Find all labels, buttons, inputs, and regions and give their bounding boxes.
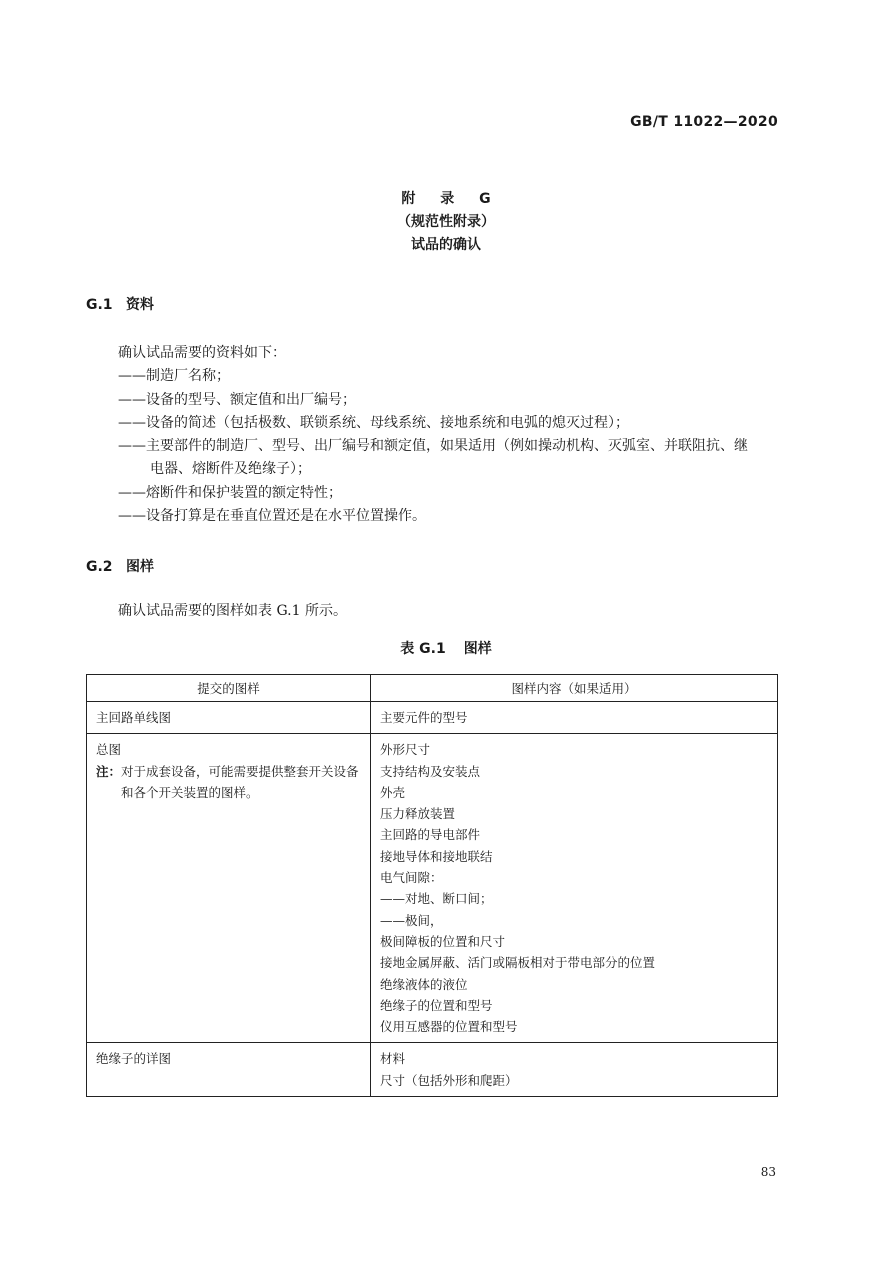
content-item: 接地金属屏蔽、活门或隔板相对于带电部分的位置 bbox=[380, 955, 656, 971]
table-row bbox=[87, 1043, 778, 1097]
note-text: 对于成套设备，可能需要提供整套开关设备和各个开关装置的图样。 bbox=[121, 763, 359, 800]
content-item: 极间障板的位置和尺寸 bbox=[380, 933, 506, 949]
content-item: 主要元件的型号 bbox=[380, 710, 468, 725]
content-item: 接地导体和接地联结 bbox=[380, 848, 493, 864]
content-item: 仪用互感器的位置和型号 bbox=[380, 1019, 518, 1035]
content-item: 绝缘子的位置和型号 bbox=[380, 997, 493, 1013]
section-g1-heading bbox=[86, 294, 154, 314]
content-item: 材料 bbox=[380, 1051, 406, 1067]
list-item: ——主要部件的制造厂、型号、出厂编号和额定值，如果适用（例如操动机构、灭弧室、并联阻抗、继 bbox=[118, 438, 748, 455]
table-header-row bbox=[87, 675, 778, 702]
drawing-cell bbox=[87, 734, 371, 1043]
section-g2-heading bbox=[86, 556, 154, 576]
standard-number: GB/T 11022—2020 bbox=[630, 114, 778, 130]
contents-cell bbox=[371, 734, 778, 1043]
content-item: ——极间， bbox=[380, 912, 443, 928]
appendix-nature: （规范性附录） bbox=[397, 214, 495, 230]
table-row bbox=[87, 734, 778, 1043]
list-item: ——设备打算是在垂直位置还是在水平位置操作。 bbox=[118, 508, 426, 525]
drawings-table bbox=[86, 674, 778, 1097]
section-g1-intro: 确认试品需要的资料如下： bbox=[118, 345, 286, 361]
content-item: ——对地、断口间； bbox=[380, 891, 493, 907]
drawing-name: 总图 bbox=[96, 742, 122, 758]
drawing-cell bbox=[87, 1043, 371, 1097]
content-item: 外形尺寸 bbox=[380, 742, 431, 758]
section-g1-title: 资料 bbox=[126, 297, 154, 313]
content-item: 电气间隙： bbox=[380, 870, 443, 886]
content-item: 主回路的导电部件 bbox=[380, 827, 481, 843]
contents-cell bbox=[371, 1043, 778, 1097]
page-number: 83 bbox=[760, 1165, 776, 1179]
table-caption bbox=[0, 638, 892, 658]
appendix-subject: 试品的确认 bbox=[411, 237, 481, 253]
list-item: ——设备的简述（包括极数、联锁系统、母线系统、接地系统和电弧的熄灭过程）； bbox=[118, 414, 629, 431]
content-item: 压力释放装置 bbox=[380, 806, 456, 822]
table-note bbox=[96, 761, 362, 804]
section-g1-body bbox=[118, 342, 780, 528]
list-item: ——熔断件和保护装置的额定特性； bbox=[118, 484, 342, 501]
content-item: 支持结构及安装点 bbox=[380, 763, 481, 779]
list-item-continuation: 电器、熔断件及绝缘子）； bbox=[150, 461, 311, 478]
table-row bbox=[87, 702, 778, 734]
appendix-heading bbox=[0, 188, 892, 257]
content-item: 绝缘液体的液位 bbox=[380, 976, 468, 992]
table-caption-number: 表 G.1 bbox=[400, 641, 446, 657]
column-header-contents: 图样内容（如果适用） bbox=[371, 675, 778, 702]
content-item: 外壳 bbox=[380, 784, 406, 800]
drawing-name: 绝缘子的详图 bbox=[96, 1051, 172, 1067]
content-item: 尺寸（包括外形和爬距） bbox=[380, 1072, 518, 1088]
contents-cell bbox=[371, 702, 778, 734]
section-g2-body bbox=[118, 600, 780, 623]
note-label: 注： bbox=[96, 763, 122, 779]
appendix-title: 附 录 G bbox=[401, 191, 501, 207]
section-g2-title: 图样 bbox=[126, 559, 154, 575]
section-g2-intro: 确认试品需要的图样如表 G.1 所示。 bbox=[118, 603, 347, 619]
column-header-drawing: 提交的图样 bbox=[87, 675, 371, 702]
section-g1-number: G.1 bbox=[86, 297, 113, 313]
list-item: ——设备的型号、额定值和出厂编号； bbox=[118, 391, 356, 408]
table-caption-title: 图样 bbox=[463, 641, 492, 657]
drawing-name: 主回路单线图 bbox=[96, 710, 172, 725]
list-item: ——制造厂名称； bbox=[118, 368, 230, 385]
drawing-cell bbox=[87, 702, 371, 734]
section-g2-number: G.2 bbox=[86, 559, 113, 575]
